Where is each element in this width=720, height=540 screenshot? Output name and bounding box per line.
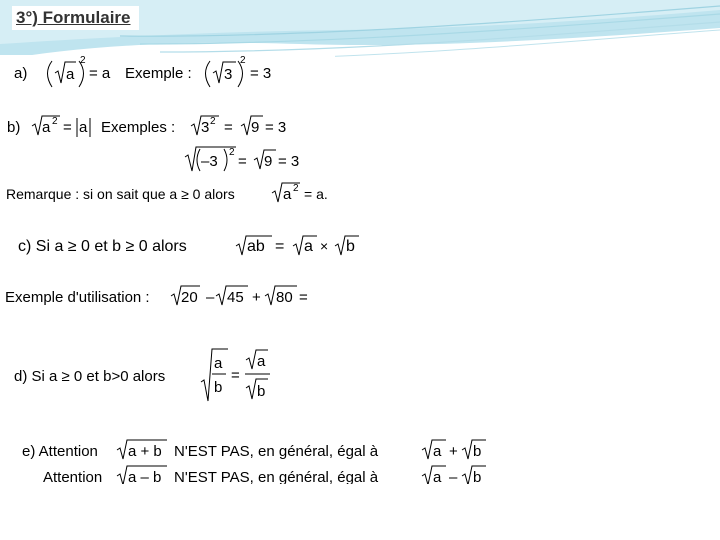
formula-b-box [0, 105, 351, 213]
paren-left [197, 149, 200, 171]
formula-b-radicand: a [42, 119, 51, 136]
paren-left [206, 61, 211, 87]
remark-result: = a. [304, 186, 328, 202]
usage-radicand-1: 20 [181, 289, 198, 306]
formula-a-radicand: a [66, 66, 75, 83]
formula-a-example-exponent: 2 [240, 55, 246, 66]
usage-radicand-2: 45 [227, 289, 244, 306]
formula-c-radicand-b: b [346, 238, 355, 255]
formula-d-label: d) Si a ≥ 0 et b>0 alors [14, 368, 166, 385]
usage-label: Exemple d'utilisation : [5, 289, 150, 306]
formula-d-equals: = [231, 367, 240, 384]
formula-a-box [0, 55, 335, 94]
formula-b-label: b) [7, 119, 21, 136]
ex1-equals: = [224, 119, 233, 136]
remark-exponent: 2 [293, 183, 299, 194]
remark-text: Remarque : si on sait que a ≥ 0 alors [6, 186, 235, 202]
formula-e-box [0, 416, 501, 484]
formula-a-example-result: = 3 [250, 65, 272, 82]
page-title: 3°) Formulaire [12, 6, 139, 30]
usage-op-1: – [206, 289, 215, 306]
ex1-base: 3 [201, 119, 210, 136]
formula-b-exponent: 2 [52, 116, 58, 127]
formula-e-label-1: e) Attention [22, 443, 98, 460]
formula-c-radicand-a: a [304, 238, 313, 255]
formula-a-exponent: 2 [80, 55, 86, 66]
formula-e-op-2: – [449, 469, 458, 484]
ex1-result: = 3 [265, 119, 287, 136]
formula-b-abs-value: a [79, 119, 88, 136]
formula-c-times: × [320, 238, 329, 254]
formula-a-label: a) [14, 65, 28, 82]
usage-example-box [0, 281, 309, 315]
ex2-rad9: 9 [264, 153, 273, 170]
paren-right [224, 149, 227, 171]
formula-c-equals: = [275, 238, 285, 255]
formula-e-radicand-1: a + b [128, 443, 162, 460]
formula-a-example-radicand: 3 [224, 66, 233, 83]
formula-d-num-rad: a [257, 353, 266, 370]
formula-e-r2b: b [473, 469, 482, 484]
formula-d-den: b [214, 379, 223, 396]
formula-a-example-label: Exemple : [125, 65, 192, 82]
formula-e-r1a: a [433, 443, 442, 460]
remark-radicand: a [283, 186, 292, 203]
formula-c-label: c) Si a ≥ 0 et b ≥ 0 alors [18, 238, 187, 255]
formula-e-label-2: Attention [43, 469, 103, 484]
formula-a-result: = a [89, 65, 111, 82]
ex2-exponent: 2 [229, 147, 235, 158]
formula-e-text-2: N'EST PAS, en général, égal à [174, 469, 379, 484]
ex2-result: = 3 [278, 153, 300, 170]
formula-b-examples-label: Exemples : [101, 119, 176, 136]
ex2-equals: = [238, 153, 247, 170]
usage-radicand-3: 80 [276, 289, 293, 306]
formula-b-equals: = [63, 119, 72, 136]
paren-left [48, 61, 53, 87]
ex2-base: –3 [201, 153, 218, 170]
usage-equals: = [299, 289, 308, 306]
formula-e-r2a: a [433, 469, 442, 484]
formula-e-radicand-2: a – b [128, 469, 162, 484]
formula-c-radicand-ab: ab [247, 238, 265, 255]
formula-c-box [0, 231, 496, 257]
formula-e-text-1: N'EST PAS, en général, égal à [174, 443, 379, 460]
ex1-exponent: 2 [210, 116, 216, 127]
formula-d-den-rad: b [257, 383, 266, 400]
formula-d-box [0, 344, 303, 406]
formula-e-op-1: + [449, 443, 458, 460]
ex1-rad9: 9 [251, 119, 260, 136]
usage-op-2: + [252, 289, 261, 306]
formula-e-r1b: b [473, 443, 482, 460]
formula-d-num: a [214, 355, 223, 372]
